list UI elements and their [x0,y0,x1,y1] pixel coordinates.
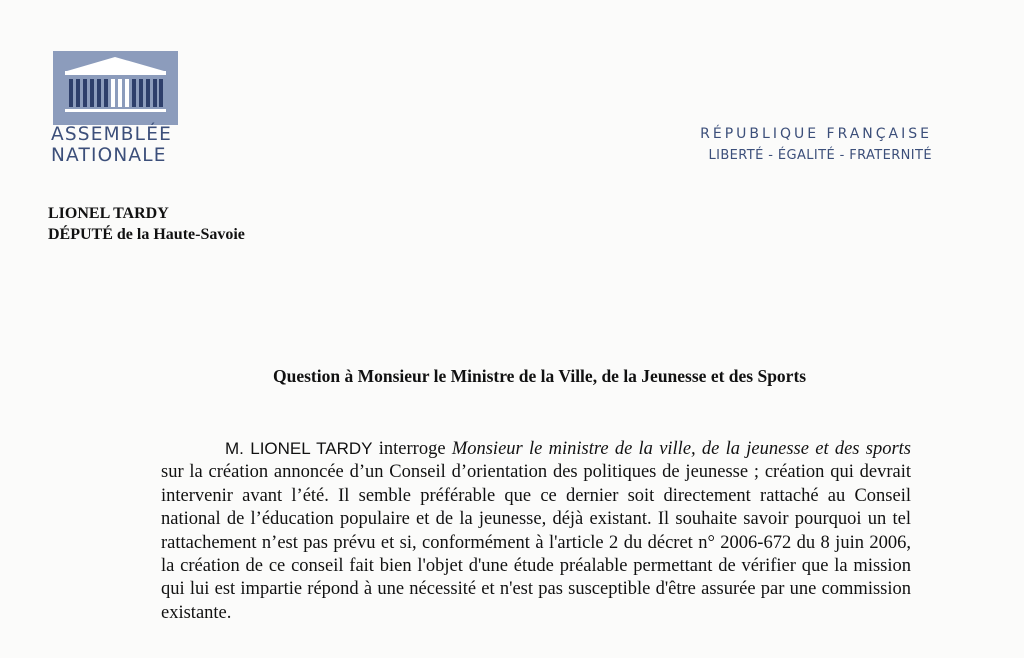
author-role: DÉPUTÉ de la Haute-Savoie [48,226,245,243]
speaker-verb: interroge [372,439,452,459]
palais-bourbon-icon [53,51,178,125]
assemblee-logo-emblem [53,51,178,125]
question-title: Question à Monsieur le Ministre de la Ville, de la Jeunesse et des Sports [273,366,807,386]
republique-header [700,124,932,166]
logo-line-2: NATIONALE [51,145,167,166]
question-text: sur la création annoncée d’un Conseil d’orientation des politiques de jeunesse ; création qui devrait intervenir avant l’été. Il semble préférable que ce dernier soit directement rattaché au Conseil national de l’éducation populaire et de la jeunesse, déjà existant. Il souhaite savoir pourquoi un tel rattachement n’est pas prévu et si, conformément à l'article 2 du décret n° 2006-672 du 8 juin 2006, la création de ce conseil fait bien l'objet d'une étude préalable permettant de vérifier que la mission qui lui est impartie répond à une nécessité et n'est pas susceptible d'être assurée par une commission existante. [161,462,911,623]
republique-title: RÉPUBLIQUE FRANÇAISE [700,126,932,142]
logo-line-1: ASSEMBLÉE [51,124,172,145]
author-name: LIONEL TARDY [48,205,169,222]
author-block [48,203,245,245]
question-body [161,437,911,625]
speaker-name: M. LIONEL TARDY [225,439,373,458]
republique-motto: LIBERTÉ - ÉGALITÉ - FRATERNITÉ [708,148,932,163]
assemblee-nationale-wordmark [51,124,172,166]
addressee: Monsieur le ministre de la ville, de la jeunesse et des sports [451,439,912,459]
